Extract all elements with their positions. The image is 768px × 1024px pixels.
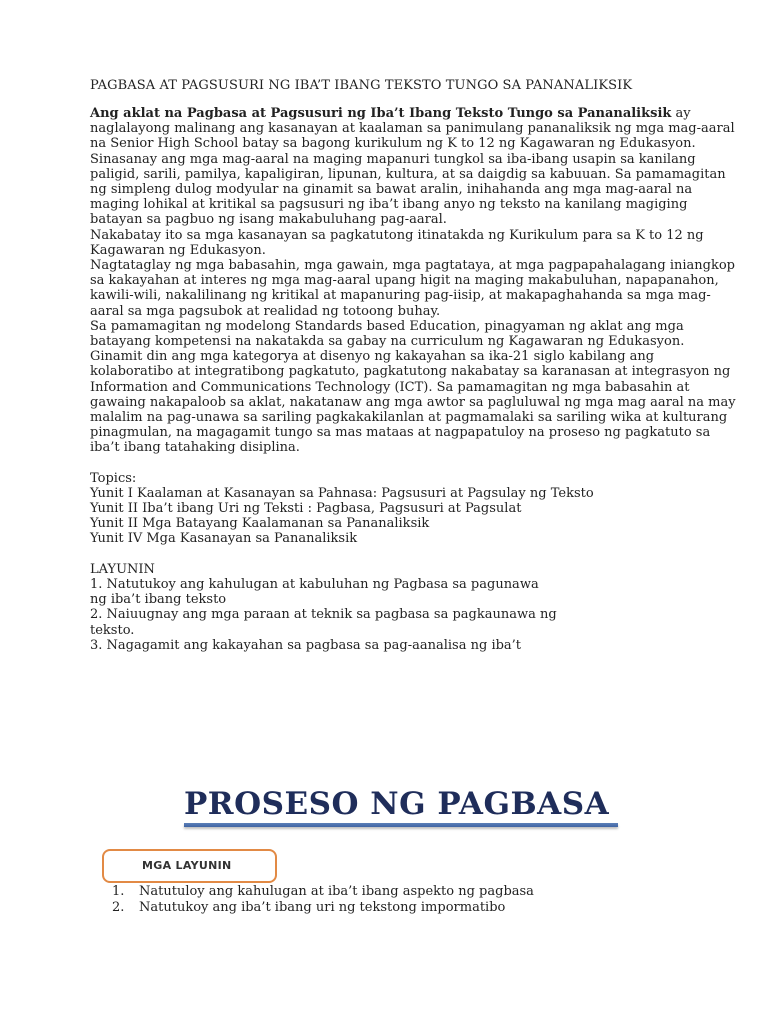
objective-item (112, 884, 632, 900)
book-title-bold: Ang aklat na Pagbasa at Pagsusuri ng Iba’t Ibang Teksto Tungo sa Pananaliksik (90, 106, 672, 121)
paragraph-line: kolaboratibo at integratibong pagkatuto, pagkatutong nakabatay sa karanasan at integrasyon ng (90, 364, 731, 380)
document-body (90, 106, 736, 653)
paragraph-line: naglalayong malinang ang kasanayan at kaalaman sa panimulang pananaliksik ng mga mag-aaral (90, 121, 735, 137)
intro-line (90, 106, 690, 121)
paragraph-line: Sinasanay ang mga mag-aaral na maging mapanuri tungkol sa iba-ibang usapin sa kanilang (90, 151, 696, 167)
layunin-line: 1. Natutukoy ang kahulugan at kabuluhan ng Pagbasa sa pagunawa (90, 576, 539, 592)
layunin-line: 3. Nagagamit ang kakayahan sa pagbasa sa pag-aanalisa ng iba’t (90, 637, 522, 653)
paragraph-line: Nakabatay ito sa mga kasanayan sa pagkatutong itinatakda ng Kurikulum para sa K to 12 ng (90, 227, 704, 243)
layunin-line: 2. Naiuugnay ang mga paraan at teknik sa pagbasa sa pagkaunawa ng (90, 607, 557, 623)
paragraph-line: kawili-wili, nakalilinang ng kritikal at mapanuring pag-iisip, at makapaghahanda sa mga mag- (90, 288, 711, 304)
paragraph-line: aaral sa mga pagsubok at realidad ng totoong buhay. (90, 303, 441, 319)
paragraph-line: Ginamit din ang mga kategorya at disenyo ng kakayahan sa ika-21 siglo kabilang ang (90, 349, 655, 365)
document-title: PAGBASA AT PAGSUSURI NG IBA’T IBANG TEKSTO TUNGO SA PANANALIKSIK (90, 78, 633, 93)
paragraph-line: Information and Communications Technology (ICT). Sa pamamagitan ng mga babasahin at (90, 379, 690, 395)
layunin-list (90, 577, 690, 653)
layunin-line: ng iba’t ibang teksto (90, 592, 227, 608)
topics-list (90, 486, 690, 547)
paragraph-line: Nagtataglay ng mga babasahin, mga gawain, mga pagtataya, at mga pagpapahalagang iniangkop (90, 258, 735, 274)
topic-item: Yunit IV Mga Kasanayan sa Pananaliksik (90, 531, 358, 547)
topic-item: Yunit II Mga Batayang Kaalamanan sa Pananaliksik (90, 516, 430, 532)
paragraph-line: Sa pamamagitan ng modelong Standards based Education, pinagyaman ng aklat ang mga (90, 318, 684, 334)
section-title: PROSESO NG PAGBASA (184, 786, 610, 822)
objective-text: Natutuloy ang kahulugan at iba’t ibang aspekto ng pagbasa (139, 884, 534, 899)
objective-text: Natutukoy ang iba’t ibang uri ng tekstong impormatibo (139, 900, 506, 915)
paragraph-line: batayang kompetensi na nakatakda sa gabay na curriculum ng Kagawaran ng Edukasyon. (90, 334, 685, 350)
paragraph-line: sa kakayahan at interes ng mga mag-aaral upang higit na maging makabuluhan, napapanahon, (90, 273, 719, 289)
topic-item: Yunit II Iba’t ibang Uri ng Teksti : Pagbasa, Pagsusuri at Pagsulat (90, 501, 522, 517)
intro-paragraph (90, 121, 736, 456)
section-underline (184, 823, 618, 827)
paragraph-line: malalim na pag-unawa sa sariling pagkakakilanlan at pagmamalaki sa sariling wika at kulturang (90, 410, 728, 426)
layunin-heading: LAYUNIN (90, 561, 155, 577)
mga-layunin-label-box (102, 849, 277, 883)
objective-number: 2. (112, 900, 125, 915)
mga-layunin-label: MGA LAYUNIN (142, 859, 232, 872)
objective-item (112, 900, 632, 916)
paragraph-line: Kagawaran ng Edukasyon. (90, 242, 266, 258)
paragraph-line: iba’t ibang tatahaking disiplina. (90, 440, 300, 456)
layunin-line: teksto. (90, 622, 135, 638)
paragraph-line: maging lohikal at kritikal sa pagsusuri ng iba’t ibang anyo ng teksto na kanilang magiging (90, 197, 688, 213)
paragraph-line: ng simpleng dulog modyular na ginamit sa bawat aralin, inihahanda ang mga mag-aaral na (90, 182, 693, 198)
topic-item: Yunit I Kaalaman at Kasanayan sa Pahnasa: Pagsusuri at Pagsulay ng Teksto (90, 485, 594, 501)
paragraph-line: batayan sa pagbuo ng isang makabuluhang pag-aaral. (90, 212, 447, 228)
paragraph-line: na Senior High School batay sa bagong kurikulum ng K to 12 ng Kagawaran ng Edukasyon. (90, 136, 696, 152)
objective-number: 1. (112, 884, 125, 899)
intro-rest: ay (671, 106, 691, 121)
paragraph-line: pinagmulan, na magagamit tungo sa mas mataas at nagpapatuloy na proseso ng pagkatuto sa (90, 425, 711, 441)
objectives-list (112, 884, 632, 916)
topics-heading: Topics: (90, 470, 137, 486)
paragraph-line: gawaing nakapaloob sa aklat, nakatanaw ang mga awtor sa pagluluwal ng mga mag aaral na may (90, 394, 736, 410)
paragraph-line: paligid, sarili, pamilya, kapaligiran, lipunan, kultura, at sa daigdig sa kabuuan. Sa pamamagitan (90, 166, 726, 182)
